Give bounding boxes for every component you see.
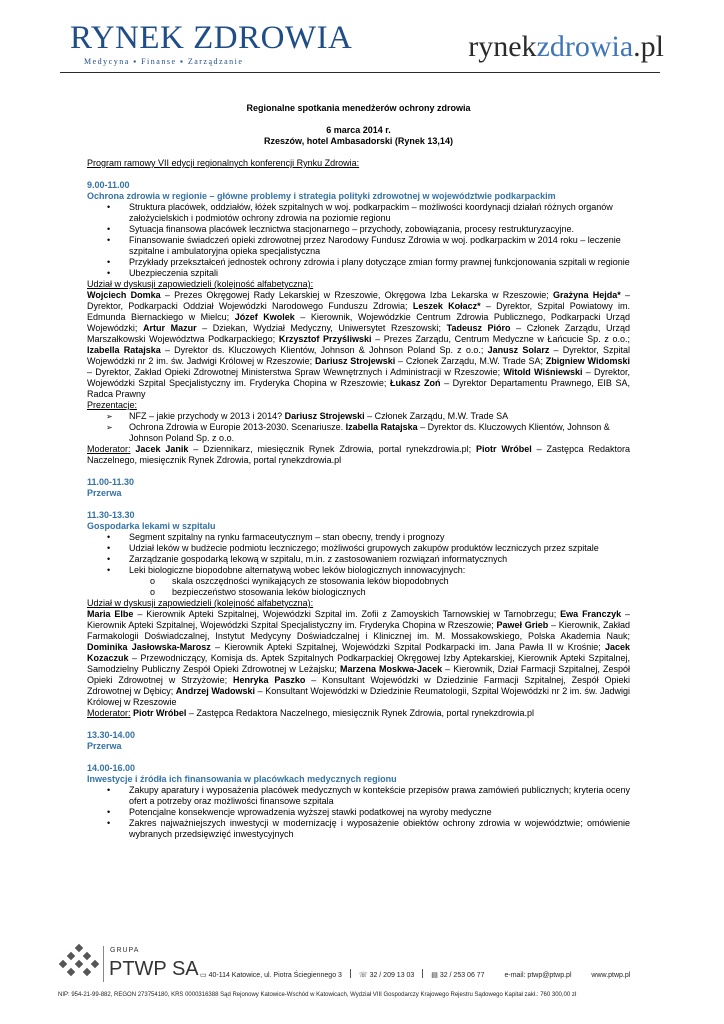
panelist-role: – Kierownik, Zakład Farmakologii Doświadczalnej, Instytut Medycyny Doświadczalnej i Klinicznej im. M. Mossakowskiego, Polska Akademia Nauk; xyxy=(87,620,630,641)
footer-website[interactable]: www.ptwp.pl xyxy=(591,972,631,979)
list-item: • Finansowanie świadczeń opieki zdrowotnej przez Narodowy Fundusz Zdrowia w woj. podkarpackim w 2014 roku – leczenie szpitalne i ambulatoryjna opieka specjalistyczna xyxy=(87,235,630,257)
session-3-title: Inwestycje i źródła ich finansowania w placówkach medycznych regionu xyxy=(87,774,397,784)
list-item: • Udział leków w budżecie podmiotu leczniczego; możliwości grupowych zakupów produktów leczniczych przez szpitale xyxy=(87,543,630,554)
panelist-name: Maria Elbe xyxy=(87,609,134,619)
break-2-time: 13.30-14.00 xyxy=(87,730,136,740)
moderator-label: Moderator: xyxy=(87,444,131,454)
presentation-title: NFZ – jakie przychody w 2013 i 2014? xyxy=(129,411,285,421)
panelist-name: Krzysztof Przyśliwski xyxy=(278,334,372,344)
footer-email[interactable]: e-mail: ptwp@ptwp.pl xyxy=(504,972,572,979)
panelist-name: Wojciech Domka xyxy=(87,290,161,300)
panelist-name: Józef Kwolek xyxy=(234,312,295,322)
footer-phone: 32 / 209 13 03 xyxy=(369,972,415,979)
list-item xyxy=(87,422,630,444)
break-1-title: Przerwa xyxy=(87,488,122,498)
grupa-label: GRUPA xyxy=(110,947,140,954)
session-3-topics xyxy=(87,785,630,840)
list-item: • Zakupy aparatury i wyposażenia placówek medycznych w kontekście przepisów prawa zamówień publicznych; kryteria oceny ofert a potrzeby oraz możliwości finansowe szpitala xyxy=(87,785,630,807)
panelist-role: – Dyrektor, Zakład Opieki Zdrowotnej Ministerstwa Spraw Wewnętrznych i Administracji w Rzeszowie; xyxy=(87,367,504,377)
panelist-name: Marzena Moskwa-Jacek xyxy=(339,664,443,674)
session-1-panel xyxy=(87,290,630,400)
list-item: • Potencjalne konsekwencje wprowadzenia wyższej stawki podatkowej na wyroby medyczne xyxy=(87,807,630,818)
site-logo-part-2: zdrowia xyxy=(536,30,634,63)
list-item: • Zarządzanie gospodarką lekową w szpitalu, m.in. z zastosowaniem rozwiązań informatycznych xyxy=(87,554,630,565)
session-1-panel-label: Udział w dyskusji zapowiedzieli (kolejność alfabetyczna): xyxy=(87,279,314,289)
page-footer xyxy=(0,940,724,1024)
presentations-label: Prezentacje: xyxy=(87,400,138,410)
doc-title: Regionalne spotkania menedżerów ochrony zdrowia xyxy=(246,103,471,113)
panelist-role: – Przewodniczący, Komisja ds. Aptek Szpitalnych Podkarpackiej Okręgowej Izby Aptekarskiej, Kierownik Apteki Szpitalnej, Samodzielny Publiczny Zespół Opieki Zdrowotnej w Leżajsku; xyxy=(87,653,630,674)
address-icon: ▭ xyxy=(200,972,207,979)
session-1-title: Ochrona zdrowia w regionie – główne problemy i strategia polityki zdrowotnej w województwie podkarpackim xyxy=(87,191,556,201)
moderator-role: – Zastępca Redaktora Naczelnego, miesięcznik Rynek Zdrowia, portal rynekzdrowia.pl xyxy=(186,708,535,718)
panelist-role: – Dyrektor, Podkarpacki Oddział Wojewódzki Narodowego Funduszu Zdrowia; xyxy=(87,290,631,311)
phone-icon: ☏ xyxy=(358,972,368,979)
panelist-role: – Kierownik Apteki Szpitalnej, Wojewódzki Szpital Podkarpacki im. Jana Pawła II w Krośnie; xyxy=(210,642,605,652)
panelist-role: – Dyrektor ds. Kluczowych Klientów, Johnson & Johnson Poland Sp. z o.o.; xyxy=(160,345,488,355)
moderator-role: – Dziennikarz, miesięcznik Rynek Zdrowia, portal rynekzdrowia.pl; xyxy=(188,444,477,454)
panelist-role: – Kierownik, Wojewódzkie Centrum Zdrowia Publicznego, Podkarpacki Urząd Wojewódzki; xyxy=(87,312,630,333)
session-2-time: 11.30-13.30 xyxy=(87,510,135,520)
document-body xyxy=(87,103,630,840)
presentation-title: Ochrona Zdrowia w Europie 2013-2030. Scenariusze. xyxy=(129,422,346,432)
footer-divider xyxy=(103,946,104,982)
site-logo-part-3: .pl xyxy=(633,30,664,63)
list-item: • Leki biologiczne biopodobne alternatywą wobec leków biologicznych innowacyjnych: xyxy=(87,565,630,576)
panelist-role: – Prezes Okręgowej Rady Lekarskiej w Rzeszowie, Okręgowa Izba Lekarska w Rzeszowie; xyxy=(160,290,553,300)
panelist-role: – Konsultant Wojewódzki w Dziedzinie Farmacji Szpitalnej, Zespół Opieki Zdrowotnej w Dębicy; xyxy=(87,675,631,696)
panelist-role: – Dziekan, Wydział Medyczny, Uniwersytet Rzeszowski; xyxy=(196,323,447,333)
program-intro: Program ramowy VII edycji regionalnych konferencji Rynku Zdrowia: xyxy=(87,158,360,168)
session-2-moderator xyxy=(87,708,630,719)
list-item: • Segment szpitalny na rynku farmaceutycznym – stan obecny, trendy i prognozy xyxy=(87,532,630,543)
panelist-name: Janusz Solarz xyxy=(487,345,550,355)
presenter-name: Dariusz Strojewski xyxy=(284,411,365,421)
panelist-name: Tadeusz Pióro xyxy=(446,323,511,333)
doc-venue: Rzeszów, hotel Ambasadorski (Rynek 13,14) xyxy=(264,136,453,146)
panelist-name: Zbigniew Widomski xyxy=(545,356,630,366)
session-2-topics xyxy=(87,532,630,598)
panelist-role: – Dyrektor, Szpital Powiatowy im. Edmunda Biernackiego w Mielcu; xyxy=(87,301,630,322)
fax-icon: ▤ xyxy=(431,972,438,979)
session-3-time: 14.00-16.00 xyxy=(87,763,136,773)
panelist-name: Ewa Franczyk xyxy=(560,609,622,619)
panelist-role: – Kierownik, Dział Farmacji Szpitalnej, Zespół Opieki Zdrowotnej w Strzyżowie; xyxy=(87,664,630,685)
doc-date: 6 marca 2014 r. xyxy=(326,125,391,135)
panelist-name: Jacek Kozaczuk xyxy=(87,642,630,663)
sub-list-item: o skala oszczędności wynikających ze stosowania leków biopodobnych xyxy=(87,576,630,587)
session-2-title: Gospodarka lekami w szpitalu xyxy=(87,521,216,531)
session-2-panel xyxy=(87,609,630,708)
panelist-role: – Konsultant Wojewódzki w Dziedzinie Reumatologii, Szpital Wojewódzki nr 2 im. św. Jadwigi Królowej w Rzeszowie xyxy=(87,686,630,707)
panelist-name: Grażyna Hejda* xyxy=(552,290,621,300)
logo-tagline: Medycyna ▪ Finanse ▪ Zarządzanie xyxy=(84,57,244,66)
ptwp-name: PTWP SA xyxy=(109,958,199,980)
break-1-time: 11.00-11.30 xyxy=(87,477,135,487)
presenter-role: – Członek Zarządu, M.W. Trade SA xyxy=(364,411,509,421)
session-2-panel-label: Udział w dyskusji zapowiedzieli (kolejność alfabetyczna): xyxy=(87,598,314,608)
panelist-role: – Kierownik Apteki Szpitalnej, Wojewódzki Szpital im. Zofii z Zamoyskich Tarnowskiej w Tarnobrzegu; xyxy=(133,609,561,619)
list-item: • Struktura placówek, oddziałów, łóżek szpitalnych w woj. podkarpackim – możliwości koordynacji działań różnych organów założycielskich i podmiotów ochrony zdrowia na poziomie regionu xyxy=(87,202,630,224)
moderator-name: Jacek Janik xyxy=(135,444,189,454)
session-1-moderator xyxy=(87,444,630,466)
panelist-name: Paweł Grieb xyxy=(496,620,549,630)
list-item: • Przykłady przekształceń jednostek ochrony zdrowia i plany dotyczące zmian formy prawnej funkcjonowania szpitali w regionie xyxy=(87,257,630,268)
presentations-list xyxy=(87,411,630,444)
list-item: • Ubezpieczenia szpitali xyxy=(87,268,630,279)
panelist-name: Łukasz Zoń xyxy=(389,378,441,388)
panelist-name: Dominika Jasłowska-Marosz xyxy=(87,642,211,652)
header-divider xyxy=(60,72,660,73)
moderator-name: Piotr Wróbel xyxy=(476,444,532,454)
break-2-title: Przerwa xyxy=(87,741,122,751)
panelist-name: Andrzej Wadowski xyxy=(175,686,256,696)
panelist-role: – Kierownik Apteki Szpitalnej, Wojewódzki Szpital Specjalistyczny im. Fryderyka Chopina w Rzeszowie; xyxy=(87,609,630,630)
panelist-role: – Dyrektor Departamentu Prawnego, EIB SA, Radca Prawny xyxy=(87,378,630,399)
footer-address: 40-114 Katowice, ul. Piotra Ściegiennego 3 xyxy=(208,972,342,979)
session-1-topics xyxy=(87,202,630,279)
site-logo[interactable] xyxy=(468,32,664,62)
panelist-name: Henryka Paszko xyxy=(232,675,306,685)
ptwp-logo-icon xyxy=(58,943,100,983)
panelist-name: Artur Mazur xyxy=(142,323,197,333)
panelist-role: – Dyrektor, Szpital Wojewódzki nr 2 im. św. Jadwigi Królowej w Rzeszowie; xyxy=(87,345,630,366)
footer-contact xyxy=(200,969,630,979)
footer-fax: 32 / 253 06 77 xyxy=(439,972,485,979)
list-item xyxy=(87,411,630,422)
panelist-name: Dariusz Strojewski xyxy=(314,356,396,366)
moderator-name: Piotr Wróbel xyxy=(133,708,187,718)
presenter-role: – Dyrektor ds. Kluczowych Klientów, Johnson & Johnson Poland Sp. z o.o. xyxy=(129,422,610,443)
panelist-name: Witold Wiśniewski xyxy=(503,367,583,377)
page-header xyxy=(0,0,724,80)
session-1-time: 9.00-11.00 xyxy=(87,180,130,190)
panelist-role: – Dyrektor, Wojewódzki Szpital Specjalistyczny im. Fryderyka Chopina w Rzeszowie; xyxy=(87,367,630,388)
list-item: • Sytuacja finansowa placówek lecznictwa stacjonarnego – przychody, zobowiązania, procesy restrukturyzacyjne. xyxy=(87,224,630,235)
panelist-role: – Członek Zarządu, M.W. Trade SA; xyxy=(395,356,546,366)
panelist-role: – Prezes Zarządu, Centrum Medyczne w Łańcucie Sp. z o.o.; xyxy=(371,334,630,344)
site-logo-part-1: rynek xyxy=(468,30,537,63)
presenter-name: Izabella Ratajska xyxy=(345,422,418,432)
panelist-role: – Członek Zarządu, Urząd Marszałkowski Województwa Podkarpackiego; xyxy=(87,323,631,344)
panelist-name: Leszek Kołacz* xyxy=(412,301,481,311)
moderator-label: Moderator: xyxy=(87,708,131,718)
list-item: • Zakres najważniejszych inwestycji w modernizację i wyposażenie obiektów ochrony zdrowia w województwie; omówienie wybranych przedsięwzięć inwestycyjnych xyxy=(87,818,630,840)
panelist-name: Izabella Ratajska xyxy=(87,345,161,355)
moderator-role: – Zastępca Redaktora Naczelnego, miesięcznik Rynek Zdrowia, portal rynekzdrowia.pl xyxy=(87,444,630,465)
sub-list-item: o bezpieczeństwo stosowania leków biologicznych xyxy=(87,587,630,598)
rynek-zdrowia-logo: RYNEK ZDROWIA xyxy=(70,20,353,56)
legal-info: NIP: 954-21-99-882, REGON 273754180, KRS 0000316388 Sąd Rejonowy Katowice-Wschód w Katowicach, Wydział VIII Gospodarczy Krajowego Rejestru Sądowego Kapitał zakł.: 760 300,00 zł xyxy=(58,992,577,998)
